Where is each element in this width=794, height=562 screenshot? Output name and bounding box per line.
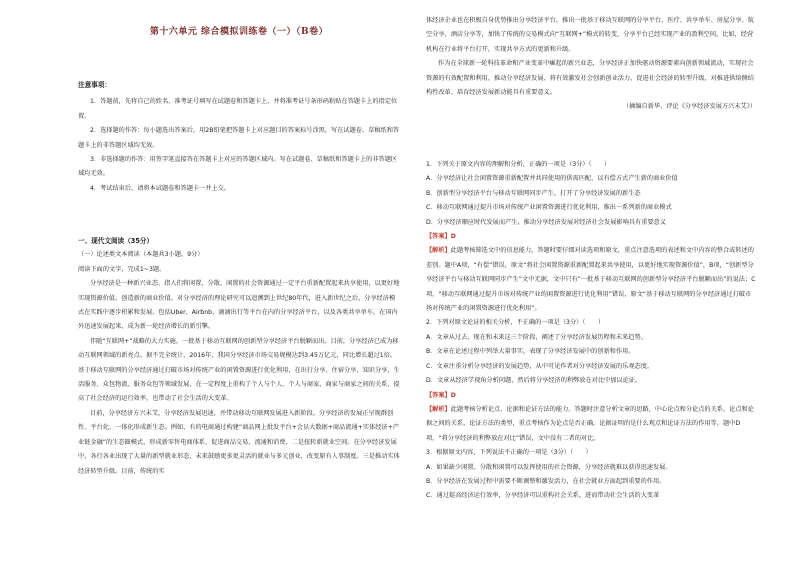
notes-heading: 注意事项：	[78, 81, 111, 89]
section-intro: 阅读下面的文字，完成1~3题。	[78, 265, 166, 273]
question-stem: 1．下列关于原文内容的理解和分析，正确的一项是（3分）（ ）	[426, 161, 611, 168]
note-item: 4．考试结束后，请将本试题卷和答题卡一并上交。	[90, 184, 231, 192]
question-option: B．分享经济在发展过程中需要不断调整和激发活力，在社会就业方面起到重要的作用。	[426, 477, 666, 485]
question-option: A．分享经济让社会闲置资源重新配置并共同使用的供需匹配，以有偿方式产生新的商业价值	[426, 175, 678, 183]
question-stem: 2．下列对原文论证的相关分析，不正确的一项是（3分）（ ）	[426, 319, 605, 327]
passage-paragraph: 伴随“互联网+”战略的大力实施，一批基于移动互联网的创新型分享经济平台脱颖而出。目前，分享经济已成为移动互联网领域的新亮点。据不完全统计，2016年，我国分享经济市场交易规模达到3.45万亿元，同比增长超过1倍。基于移动互联网的分享经济通过打破市场对传统产业的闲置资源进行优化利用，在出行分享、住宿分享、知识分享、生活服务、众包物流、服务众包等领域发展，在一定程度上重构了个人与个人、个人与商家、商家与商家之间的关系，提高了社会经济的运行效率，也带动了社会生活的大变革。	[78, 337, 400, 403]
analysis-label: 【解析】	[426, 247, 451, 255]
question-option: D．文章从经济学视角分析问题，然后将分享经济的利弊放在对比中加以论证。	[426, 377, 642, 385]
analysis-label: 【解析】	[426, 405, 451, 413]
section-subheading: （一）论述类文本阅读（本题共3小题，9分）	[78, 251, 204, 259]
passage-source: （摘编自新华、评论《分享经济发展方兴未艾》）	[622, 103, 756, 111]
page-title: 第十六单元 综合模拟训练卷（一）（B卷）	[149, 27, 329, 37]
question-option: C．通过提高经济运行效率，分享经济可以重构社会关系，进而带动社会生活的大变革	[426, 492, 660, 500]
question-stem: 3．根据原文内容，下列说法不正确的一项是（3分）（ ）	[426, 449, 592, 457]
question-option: B．文章在论述过程中列举大量事实，表现了分享经济发展中的创新和作用。	[426, 348, 635, 356]
question-option: C．移动互联网通过提升市场对传统产业闲置资源进行优化利用，推出一系列新的商业模式	[426, 204, 672, 212]
passage-paragraph: 目前，分享经济方兴未艾，分享经济发展迅速，并带动移动互联网发展进入新阶段。分享经济的发展正呈现群创性、平台化、一体化形成新生态。例如，有的电商通过构建“商品网上批发平台+会员大数据+商品流通+实体经济+产业链金融”的生态圈模式，形成新零售电商体系，促进商品交易、流通和消费，二是扭转新就业空间。在分享经济发展中，各行各业出现了大量的新型就业形态，未来鼓励更多更灵活的就业与多元创业，改变原有人事制度。三是推动实体经济转型升级。目前，传统的实	[78, 409, 400, 475]
passage-paragraph: 体经济企业也在积极自身优势推出分享经济平台，推出一批基于移动互联网的分享平台，医疗、共享单车、房屋分享、航空分享、酒店分享等，加快了传统的交易模式向“互联网+”模式的转变，分享平台已经实现产业的盈利空间，比如，经营机构在行业将平台打开，实现共享方式的更新和升级。	[426, 17, 754, 53]
analysis-text: 【解析】此题考核分析论点、论据和论证方法的能力。答题时注意分析文章的思路，中心论点和分论点的关系，论点和论据之间的关系，论证方法的类型，重点考核作为论点是否正确，论据证明的是什么观点和论证方法的作用等。题中D项，“将分享经济的利弊放在对比”错误，文中没有二者的对比。	[426, 405, 754, 442]
note-item: 3．非选择题的作答：用签字笔直接答在答题卡上对应的答题区域内。写在试题卷、草稿纸和答题卡上的非答题区域均无效。	[78, 156, 398, 178]
note-item: 2．选择题的作答：每小题选出答案后，用2B铅笔把答题卡上对应题目的答案标号涂黑，写在试题卷、草稿纸和答题卡上的非答题区域均无效。	[78, 127, 400, 149]
passage-continued	[426, 14, 756, 115]
question-option: A．文章从过去、现在和未来这三个阶段，阐述了分享经济发展历程和未来趋势。	[426, 333, 647, 341]
question-option: C．文章注重分析分享经济的发展趋势，从中可见作者对分享经济发展的乐观态度。	[426, 362, 654, 370]
section-heading: 一、现代文阅读（35分）	[78, 237, 154, 245]
answer-label: 【答案】D	[426, 233, 456, 241]
question-option: D．分享经济顺应时代发展而产生，推动分享经济发展对经济社会发展影响具有重要意义	[426, 218, 666, 226]
questions-block	[426, 158, 756, 504]
passage-paragraph: 分享经济是一种新兴业态，指人们将闲置、分散、闲置的社会资源通过一定平台重新配置起来共享使用，以更好地实现资源价值，创造新的商业价值。对分享经济的理论研究可以追溯到上世纪80年代，进入新世纪之后，分享经济模式在实践中逐步积累和发展。包括Uber、Airbnb、滴滴出行等平台在内的分享经济平台，以及各类共享单车，在国内外迅速发展起来，成为新一轮经济增长的新引擎。	[78, 280, 400, 331]
passage-paragraph: 作为在全球新一轮科技革命和产业变革中崛起的新兴业态，分享经济正加快驱动资源要素向创新领域流动，实现社会资源的有效配置和利用，推动分享经济发展、将有效激发社会创新创业活力，促进社会经济的转型升级，对推进供给侧结构性改革、培育经济发展新动能具有重要意义。	[426, 60, 754, 97]
question-option: A．如果缺少闲置、分散和闲置可以发挥使用的社会资源，分享经济就难以获得迅速发展。	[426, 463, 672, 471]
reading-section	[78, 234, 400, 479]
answer-label: 【答案】D	[426, 391, 456, 399]
analysis-text: 【解析】此题考核筛选文中的信息能力，答题时要仔细对读选项和原文，重点注意选项的表述和文中内容的整合或转述的差别。题中A项，“有偿”错误，原文“将社会闲置资源重新配置起来共享使用，以更好地实现资源价值”，B项，“创新型分享经济平台与移动互联网同步产生”文中无据，文中只有“一批基于移动互联网的创新型分享经济平台脱颖而出”的说法；C项，“移动互联网通过提升市场对传统产业的闲置资源进行优化利用”错误，原文“基于移动互联网的分享经济通过打破市场对传统产业的闲置资源进行优化利用”。	[426, 247, 756, 313]
note-item: 1．答题前，先将自己的姓名、准考证号填写在试题卷和答题卡上，并将准考证号条形码粘贴在答题卡上的指定位置。	[78, 98, 398, 120]
question-option: B．创新型分享经济平台与移动互联网同步产生，打开了分享经济发展的新生态	[426, 189, 641, 197]
notes-block	[78, 78, 400, 196]
